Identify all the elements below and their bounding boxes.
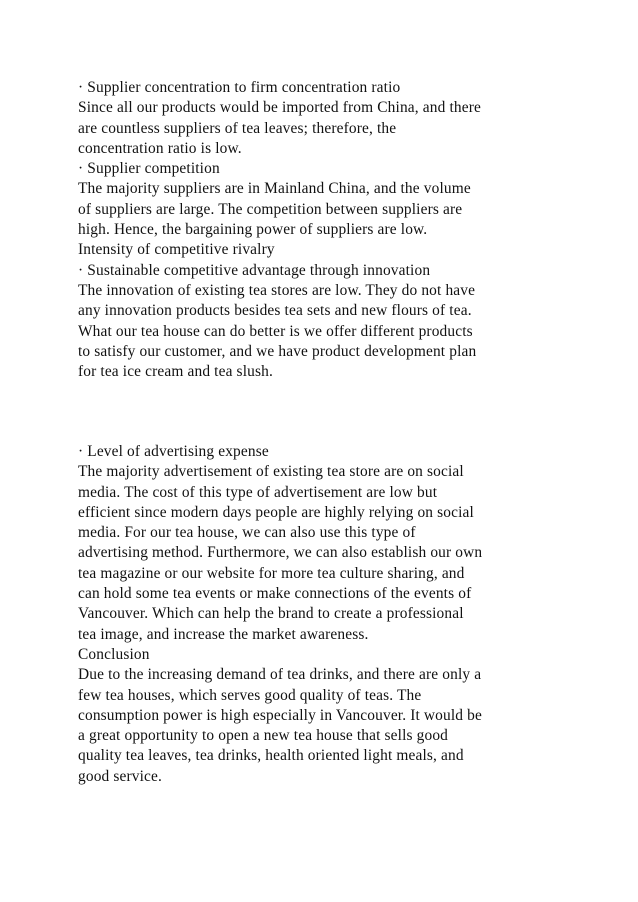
body-line: of suppliers are large. The competition between suppliers are (78, 200, 463, 218)
body-line: high. Hence, the bargaining power of suppliers are low. (78, 221, 428, 239)
body-line: for tea ice cream and tea slush. (78, 363, 273, 381)
body-line: Vancouver. Which can help the brand to create a professional (78, 605, 464, 623)
body-line: advertising method. Furthermore, we can also establish our own (78, 544, 483, 562)
body-line: The majority suppliers are in Mainland China, and the volume (78, 180, 471, 198)
body-line: few tea houses, which serves good quality of teas. The (78, 686, 422, 704)
body-line: Since all our products would be imported from China, and there (78, 99, 481, 117)
body-line: can hold some tea events or make connections of the events of (78, 585, 472, 603)
body-line: tea image, and increase the market awareness. (78, 625, 369, 643)
body-line: are countless suppliers of tea leaves; therefore, the (78, 119, 397, 137)
body-line: to satisfy our customer, and we have product development plan (78, 342, 477, 360)
body-line: Due to the increasing demand of tea drinks, and there are only a (78, 666, 482, 684)
body-line: tea magazine or our website for more tea culture sharing, and (78, 564, 465, 582)
body-line: any innovation products besides tea sets and new flours of tea. (78, 302, 472, 320)
bullet-heading-supplier-concentration: · Supplier concentration to firm concentration ratio (78, 79, 401, 96)
bullet-heading-innovation: · Sustainable competitive advantage through innovation (78, 261, 431, 279)
body-line: efficient since modern days people are highly relying on social (78, 503, 474, 521)
bullet-heading-advertising-expense: · Level of advertising expense (78, 443, 269, 460)
body-line: quality tea leaves, tea drinks, health oriented light meals, and (78, 747, 464, 765)
body-line: The innovation of existing tea stores are low. They do not have (78, 281, 476, 299)
section-heading-conclusion: Conclusion (78, 645, 150, 663)
body-line: good service. (78, 767, 163, 785)
section-heading-rivalry: Intensity of competitive rivalry (78, 241, 275, 259)
body-line: media. For our tea house, we can also use this type of (78, 524, 416, 542)
body-line: media. The cost of this type of advertisement are low but (78, 483, 438, 501)
body-line: concentration ratio is low. (78, 139, 242, 157)
text-block-competition (78, 78, 578, 382)
body-line: a great opportunity to open a new tea house that sells good (78, 727, 449, 745)
bullet-heading-supplier-competition: · Supplier competition (78, 160, 220, 178)
body-line: consumption power is high especially in Vancouver. It would be (78, 706, 482, 724)
text-block-advertising-conclusion (78, 442, 578, 787)
body-line: What our tea house can do better is we offer different products (78, 322, 473, 340)
body-line: The majority advertisement of existing tea store are on social (78, 463, 464, 481)
